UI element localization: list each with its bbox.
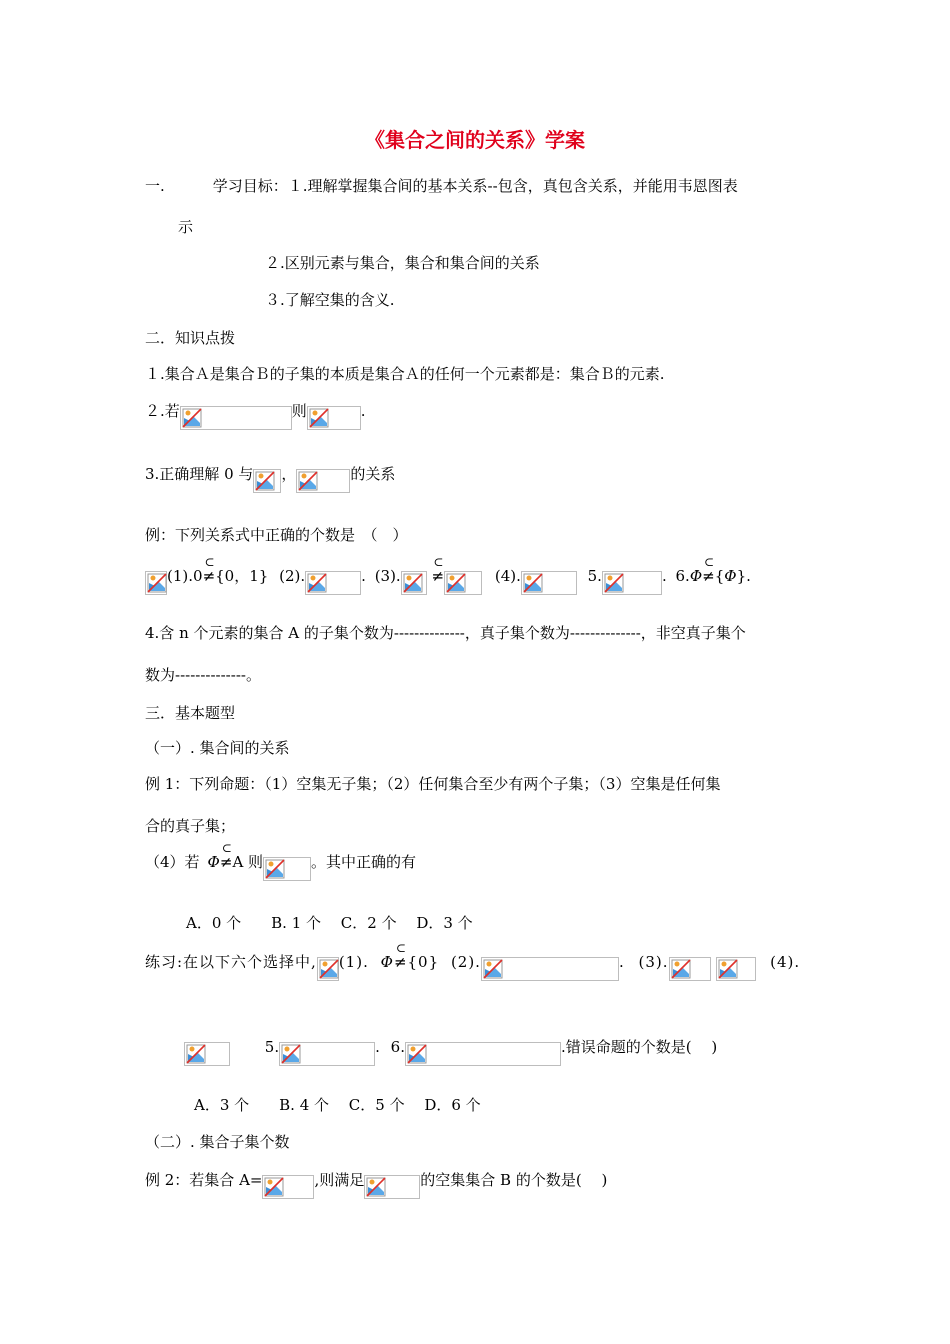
formula-image: [253, 469, 281, 493]
image-placeholder-icon: [281, 1044, 301, 1064]
text: .: [661, 567, 667, 585]
image-placeholder-icon: [298, 471, 318, 491]
text: {: [714, 567, 725, 585]
formula-image: [444, 571, 482, 595]
point-1: １.集合Ａ是集合Ｂ的子集的本质是集合Ａ的任何一个元素都是：集合Ｂ的元素.: [145, 365, 665, 383]
formula-image: [307, 406, 361, 430]
text: ,则满足: [314, 1171, 365, 1189]
image-placeholder-icon: [366, 1177, 386, 1197]
choices-1: A．0 个 B. 1 个 C．2 个 D．3 个: [186, 914, 473, 932]
image-placeholder-icon: [523, 573, 543, 593]
image-placeholder-icon: [307, 573, 327, 593]
text: (4).: [770, 953, 801, 971]
text: 的关系: [350, 465, 396, 483]
text: (3).: [374, 567, 401, 585]
text: (1).0: [167, 567, 203, 585]
proper-subset-symbol: ≠ ⊂: [431, 555, 445, 585]
goals-text: 学习目标：１.理解掌握集合间的基本关系--包含，真包含关系，并能用韦恩图表: [212, 177, 738, 195]
example-1-cont: 合的真子集；: [145, 817, 236, 835]
text: .: [360, 402, 366, 420]
image-placeholder-icon: [309, 408, 329, 428]
formula-image: [364, 1175, 420, 1199]
formula-image: [279, 1042, 375, 1066]
image-placeholder-icon: [147, 573, 167, 593]
text: ２.若: [145, 402, 180, 420]
text: .: [618, 953, 625, 971]
image-placeholder-icon: [604, 573, 624, 593]
text: (1).: [338, 953, 369, 971]
example-question: 例：下列关系式中正确的个数是 （ ）: [145, 526, 408, 544]
image-placeholder-icon: [255, 471, 275, 491]
image-placeholder-icon: [446, 573, 466, 593]
text: 的空集集合 B 的个数是( ): [420, 1171, 608, 1189]
text: .: [361, 567, 366, 585]
goal-2: ２.区别元素与集合，集合和集合间的关系: [265, 254, 540, 272]
subsection-2: （二）. 集合子集个数: [145, 1133, 290, 1151]
section-2-heading: 二．知识点拨: [145, 329, 236, 347]
formula-image: [180, 406, 292, 430]
point-4: 4.含 n 个元素的集合 A 的子集个数为--------------，真子集个数为--------------，非空真子集个: [145, 624, 746, 642]
empty-set-symbol: Φ: [689, 567, 703, 585]
point-4-cont: 数为--------------。: [145, 666, 261, 684]
example-2: [145, 1169, 607, 1199]
proper-subset-symbol: ≠ ⊂: [219, 841, 233, 871]
text: {0，1}: [215, 567, 269, 585]
text: 例 2：若集合 A=: [145, 1171, 263, 1189]
image-placeholder-icon: [186, 1044, 206, 1064]
text: .: [375, 1038, 380, 1056]
practice: [145, 941, 801, 981]
text: (4).: [494, 567, 521, 585]
point-2: [145, 400, 366, 430]
point-3: [145, 463, 395, 493]
formula-image: [481, 957, 619, 981]
formula-image: [184, 1042, 230, 1066]
image-placeholder-icon: [319, 959, 339, 979]
formula-image: [716, 957, 756, 981]
section-3-heading: 三．基本题型: [145, 704, 236, 722]
formula-image: [145, 571, 167, 595]
example-1: 例 1：下列命题：（1）空集无子集；（2）任何集合至少有两个子集；（3）空集是任何集: [145, 775, 721, 793]
example-options: [145, 555, 751, 595]
practice-cont: [184, 1036, 717, 1066]
image-placeholder-icon: [718, 959, 738, 979]
empty-set-symbol: Φ: [380, 953, 394, 971]
text: {0}: [407, 953, 440, 971]
text: 5.: [587, 567, 602, 585]
goal-3: ３.了解空集的含义.: [265, 291, 395, 309]
image-placeholder-icon: [403, 573, 423, 593]
text: 3.正确理解 0 与: [145, 465, 254, 483]
proper-subset-symbol: ≠ ⊂: [702, 555, 715, 585]
empty-set-symbol: Φ: [724, 567, 737, 585]
text: (2).: [450, 953, 481, 971]
image-placeholder-icon: [182, 408, 202, 428]
image-placeholder-icon: [483, 959, 503, 979]
text: （4）若: [145, 853, 200, 871]
example-1-item-4: [145, 841, 417, 881]
proper-subset-symbol: ≠ ⊂: [202, 555, 216, 585]
choices-2: A．3 个 B. 4 个 C．5 个 D．6 个: [194, 1096, 481, 1114]
image-placeholder-icon: [264, 1177, 284, 1197]
page-title: 《集合之间的关系》学案: [365, 128, 585, 152]
text: .错误命题的个数是( ): [560, 1038, 718, 1056]
formula-image: [296, 469, 350, 493]
text: ，: [281, 465, 297, 483]
formula-image: [262, 1175, 314, 1199]
goals-line-cont: 示: [178, 218, 194, 236]
formula-image: [521, 571, 577, 595]
image-placeholder-icon: [671, 959, 691, 979]
image-placeholder-icon: [265, 859, 285, 879]
text: }.: [736, 567, 751, 585]
text: 练习:在以下六个选择中,: [145, 953, 317, 971]
formula-image: [401, 571, 427, 595]
formula-image: [263, 857, 311, 881]
text: 则: [291, 402, 307, 420]
text: 6.: [675, 567, 690, 585]
empty-set-symbol: Φ: [207, 853, 220, 871]
section-number: 一.: [145, 177, 165, 195]
text: A 则: [232, 853, 264, 871]
text: (2).: [279, 567, 306, 585]
formula-image: [305, 571, 361, 595]
text: 6.: [390, 1038, 405, 1056]
text: (3).: [638, 953, 669, 971]
formula-image: [602, 571, 662, 595]
goals-line-1: [145, 175, 738, 197]
proper-subset-symbol: ≠ ⊂: [393, 941, 408, 971]
formula-image: [405, 1042, 561, 1066]
formula-image: [317, 957, 339, 981]
image-placeholder-icon: [407, 1044, 427, 1064]
subsection-1: （一）. 集合间的关系: [145, 739, 290, 757]
text: 5.: [264, 1038, 280, 1056]
formula-image: [669, 957, 711, 981]
text: 。其中正确的有: [311, 853, 417, 871]
